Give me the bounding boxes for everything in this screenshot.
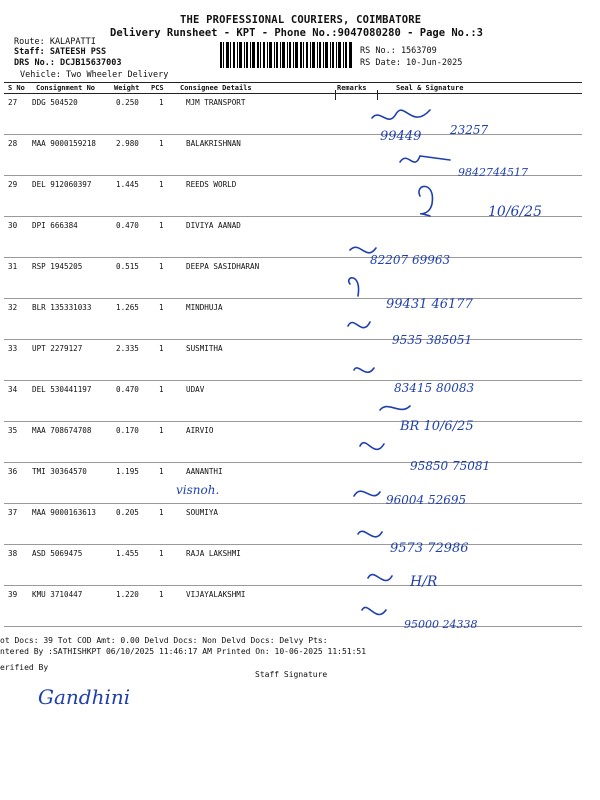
consignee-cell: REEDS WORLD [186, 180, 237, 189]
staff-label: Staff: SATEESH PSS [14, 47, 107, 57]
weight-cell: 1.445 [116, 180, 139, 189]
row36-note-text: visnoh. [176, 483, 220, 497]
rs-date: RS Date: 10-Jun-2025 [360, 58, 463, 68]
col-header-consignment: Consignment No [36, 84, 96, 92]
sno-cell: 28 [8, 139, 18, 148]
weight-cell: 1.195 [116, 467, 139, 476]
route-label: Route: KALAPATTI [14, 37, 96, 47]
sno-cell: 33 [8, 344, 18, 353]
rs-number: RS No.: 1563709 [360, 46, 437, 56]
weight-cell: 2.980 [116, 139, 139, 148]
weight-cell: 0.515 [116, 262, 139, 271]
sig-note-8: 83415 80083 [394, 381, 475, 395]
document-title: THE PROFESSIONAL COURIERS, COIMBATORE [180, 14, 422, 26]
consignment-cell: KMU 3710447 [32, 590, 83, 599]
sig-note-10: 95850 75081 [410, 459, 491, 473]
pcs-cell: 1 [159, 549, 164, 558]
consignee-cell: RAJA LAKSHMI [186, 549, 241, 558]
weight-cell: 1.220 [116, 590, 139, 599]
col-header-pcs: PCS [151, 84, 164, 92]
consignee-cell: SOUMIYA [186, 508, 219, 517]
consignment-cell: DEL 912060397 [32, 180, 92, 189]
consignment-cell: RSP 1945205 [32, 262, 83, 271]
staff-signature-label: Staff Signature [255, 670, 328, 679]
pcs-cell: 1 [159, 590, 164, 599]
pcs-cell: 1 [159, 385, 164, 394]
consignment-cell: MAA 9000163613 [32, 508, 97, 517]
weight-cell: 0.170 [116, 426, 139, 435]
col-header-seal-signature: Seal & Signature [396, 84, 464, 92]
consignee-cell: MJM TRANSPORT [186, 98, 246, 107]
consignment-cell: TMI 30364570 [32, 467, 87, 476]
col-header-remarks: Remarks [337, 84, 367, 92]
sno-cell: 27 [8, 98, 18, 107]
footer-verified-by: erified By [0, 663, 49, 672]
sig-note-14: 95000 24338 [404, 618, 478, 631]
sig-note-11: 96004 52695 [386, 493, 467, 507]
footer-totals: ot Docs: 39 Tot COD Amt: 0.00 Delvd Docs: Non Delvd Docs: Delvy Pts: [0, 636, 328, 645]
footer-entered-by: ntered By :SATHISHKPT 06/10/2025 11:46:17 AM Printed On: 10-06-2025 11:51:51 [0, 647, 367, 656]
handwritten-signatures [340, 100, 580, 640]
consignment-cell: ASD 5069475 [32, 549, 83, 558]
weight-cell: 0.470 [116, 221, 139, 230]
sig-note-6: 99431 46177 [386, 297, 473, 312]
document-subtitle: Delivery Runsheet - KPT - Phone No.:9047080280 - Page No.:3 [110, 27, 483, 39]
sno-cell: 31 [8, 262, 18, 271]
sno-cell: 38 [8, 549, 18, 558]
consignment-cell: DEL 530441197 [32, 385, 92, 394]
consignment-cell: MAA 708674708 [32, 426, 92, 435]
col-header-sno: S No [8, 84, 25, 92]
consignee-cell: VIJAYALAKSHMI [186, 590, 246, 599]
sno-cell: 37 [8, 508, 18, 517]
consignee-cell: SUSMITHA [186, 344, 223, 353]
consignment-cell: BLR 135331033 [32, 303, 92, 312]
sno-cell: 39 [8, 590, 18, 599]
sno-cell: 29 [8, 180, 18, 189]
barcode-image [220, 42, 352, 68]
consignee-cell: MINDHUJA [186, 303, 223, 312]
sno-cell: 36 [8, 467, 18, 476]
consignment-cell: DPI 666384 [32, 221, 78, 230]
vehicle-label: Vehicle: Two Wheeler Delivery [20, 70, 169, 80]
consignee-cell: BALAKRISHNAN [186, 139, 241, 148]
sno-cell: 32 [8, 303, 18, 312]
pcs-cell: 1 [159, 180, 164, 189]
consignment-cell: DDG 504520 [32, 98, 78, 107]
weight-cell: 1.265 [116, 303, 139, 312]
weight-cell: 0.250 [116, 98, 139, 107]
sig-note-3: 9842744517 [458, 166, 528, 179]
pcs-cell: 1 [159, 139, 164, 148]
consignee-cell: DIVIYA AANAD [186, 221, 241, 230]
sig-note-7: 9535 385051 [392, 333, 473, 347]
pcs-cell: 1 [159, 508, 164, 517]
consignee-cell: DEEPA SASIDHARAN [186, 262, 260, 271]
consignment-cell: MAA 9000159218 [32, 139, 97, 148]
sig-note-9: BR 10/6/25 [400, 419, 474, 434]
consignee-cell: AANANTHI [186, 467, 223, 476]
pcs-cell: 1 [159, 221, 164, 230]
weight-cell: 2.335 [116, 344, 139, 353]
pcs-cell: 1 [159, 426, 164, 435]
col-header-weight: Weight [114, 84, 140, 92]
weight-cell: 0.205 [116, 508, 139, 517]
row36-handwritten-note [176, 478, 286, 500]
sig-note-5: 82207 69963 [370, 253, 451, 267]
sno-cell: 30 [8, 221, 18, 230]
weight-cell: 0.470 [116, 385, 139, 394]
table-top-border [4, 82, 582, 83]
pcs-cell: 1 [159, 344, 164, 353]
sig-note-13: H/R [410, 574, 438, 590]
sno-cell: 35 [8, 426, 18, 435]
verified-signature-text: Gandhini [38, 685, 131, 709]
sig-note-1: 99449 [380, 129, 422, 144]
pcs-cell: 1 [159, 303, 164, 312]
col-header-consignee: Consignee Details [180, 84, 252, 92]
consignee-cell: UDAV [186, 385, 205, 394]
pcs-cell: 1 [159, 262, 164, 271]
pcs-cell: 1 [159, 98, 164, 107]
sig-note-4: 10/6/25 [488, 204, 542, 220]
sno-cell: 34 [8, 385, 18, 394]
verified-signature [30, 676, 160, 716]
sig-note-12: 9573 72986 [390, 541, 469, 556]
pcs-cell: 1 [159, 467, 164, 476]
consignment-cell: UPT 2279127 [32, 344, 83, 353]
drs-number: DRS No.: DCJB15637003 [14, 58, 122, 68]
sig-note-2: 23257 [450, 123, 489, 137]
weight-cell: 1.455 [116, 549, 139, 558]
consignee-cell: AIRVIO [186, 426, 214, 435]
